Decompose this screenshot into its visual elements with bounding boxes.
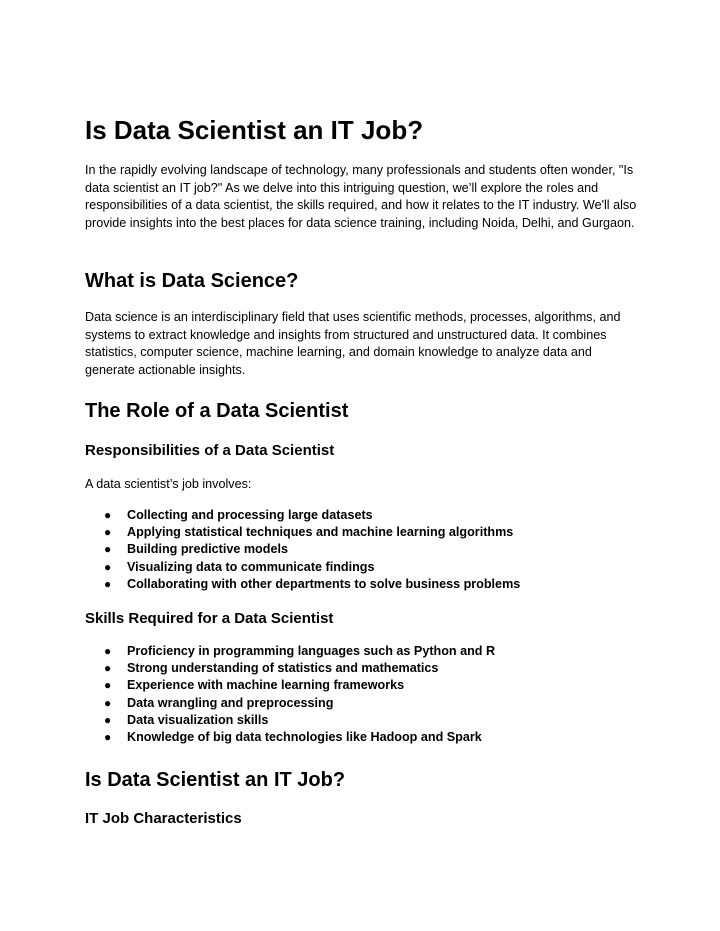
list-item-text: Collecting and processing large datasets xyxy=(127,508,373,522)
subheading-it-job-characteristics: IT Job Characteristics xyxy=(85,810,242,827)
list-item xyxy=(85,643,495,660)
bullet-icon: ● xyxy=(104,678,112,693)
list-item-text: Collaborating with other departments to solve business problems xyxy=(127,576,521,591)
bullet-icon: ● xyxy=(104,661,112,676)
bullet-icon: ● xyxy=(104,576,112,591)
list-item xyxy=(85,677,495,694)
responsibilities-list xyxy=(85,507,520,593)
list-item xyxy=(85,712,495,729)
section-heading-is-it-job: Is Data Scientist an IT Job? xyxy=(85,769,346,791)
skills-list xyxy=(85,643,495,746)
bullet-icon: ● xyxy=(104,559,112,574)
what-is-data-science-paragraph: Data science is an interdisciplinary field that uses scientific methods, processes, algorithms, and systems to extract knowledge and insights from structured and unstructured data. It combines statistics, computer science, machine learning, and domain knowledge to analyze data and generate actionable insights. xyxy=(85,310,621,377)
subheading-responsibilities: Responsibilities of a Data Scientist xyxy=(85,442,335,459)
list-item-text: Building predictive models xyxy=(127,542,288,557)
bullet-icon: ● xyxy=(104,508,112,522)
list-item-text: Knowledge of big data technologies like Hadoop and Spark xyxy=(127,730,482,745)
list-item xyxy=(85,541,520,558)
section-heading-what-is-data-science: What is Data Science? xyxy=(85,270,299,292)
bullet-icon: ● xyxy=(104,644,112,658)
section-heading-role: The Role of a Data Scientist xyxy=(85,400,349,422)
bullet-icon: ● xyxy=(104,525,112,540)
page-title: Is Data Scientist an IT Job? xyxy=(85,115,424,145)
list-item-text: Applying statistical techniques and machine learning algorithms xyxy=(127,525,514,540)
list-item xyxy=(85,729,495,746)
list-item xyxy=(85,559,520,576)
list-item xyxy=(85,576,520,593)
list-item-text: Experience with machine learning frameworks xyxy=(127,678,405,693)
intro-paragraph: In the rapidly evolving landscape of technology, many professionals and students often wonder, "Is data scientist an IT job?" As we delve into this intriguing question, we’ll explore the roles and responsibilities of a data scientist, the skills required, and how it relates to the IT industry. We'll also provide insights into the best places for data science training, including Noida, Delhi, and Gurgaon. xyxy=(85,163,637,230)
list-item xyxy=(85,524,520,541)
list-item-text: Proficiency in programming languages such as Python and R xyxy=(127,644,496,658)
bullet-icon: ● xyxy=(104,695,112,710)
list-item xyxy=(85,695,495,712)
bullet-icon: ● xyxy=(104,712,112,727)
bullet-icon: ● xyxy=(104,730,112,745)
list-item-text: Strong understanding of statistics and mathematics xyxy=(127,661,439,676)
subheading-skills: Skills Required for a Data Scientist xyxy=(85,610,334,627)
list-item-text: Data visualization skills xyxy=(127,712,269,727)
responsibilities-intro: A data scientist’s job involves: xyxy=(85,477,252,491)
list-item xyxy=(85,507,520,524)
list-item-text: Visualizing data to communicate findings xyxy=(127,559,375,574)
bullet-icon: ● xyxy=(104,542,112,557)
list-item-text: Data wrangling and preprocessing xyxy=(127,695,334,710)
list-item xyxy=(85,660,495,677)
